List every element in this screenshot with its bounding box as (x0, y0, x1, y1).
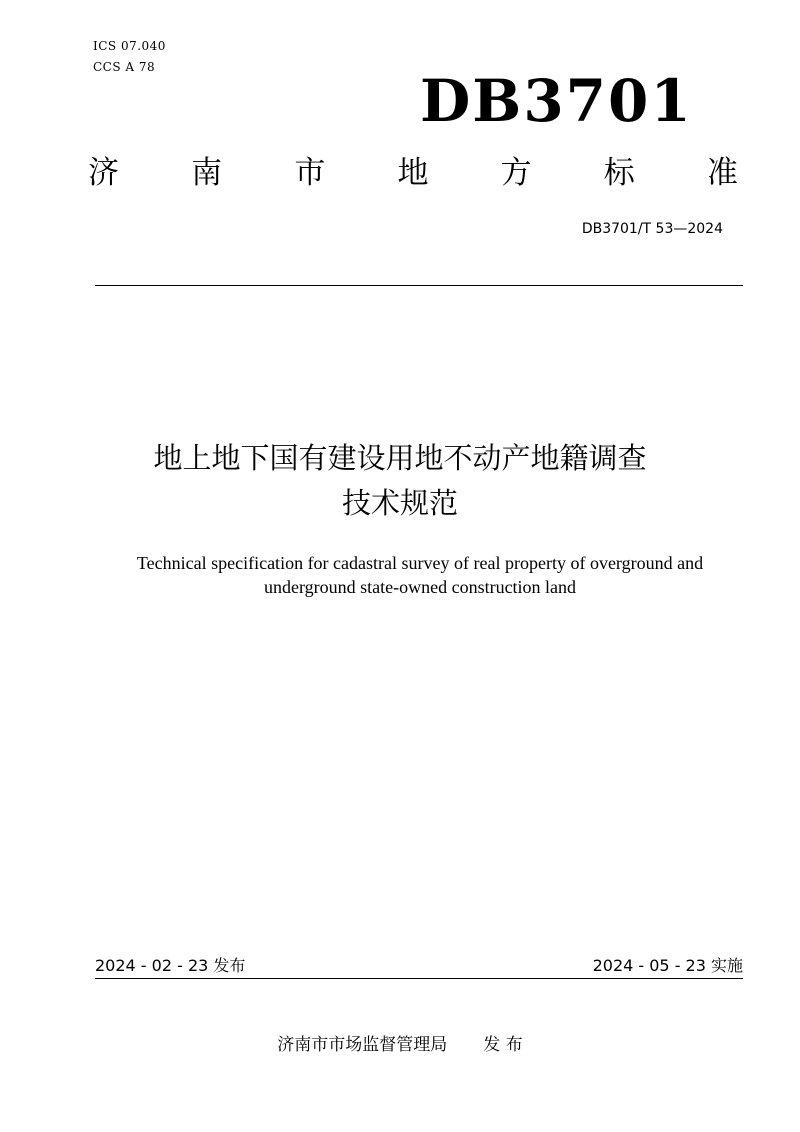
chinese-title-line: 地上地下国有建设用地不动产地籍调查 (153, 441, 647, 475)
issue-date: 2024 - 02 - 23 发布 (95, 956, 246, 975)
standard-type-char: 标 (603, 155, 635, 191)
standard-type-char: 南 (191, 155, 223, 191)
standard-number: DB3701/T 53—2024 (581, 221, 723, 237)
english-title (60, 551, 780, 599)
issuer-name: 济南市市场监督管理局 (277, 1035, 448, 1055)
issuing-authority (200, 1033, 600, 1057)
top-divider (95, 285, 743, 286)
ics-code: ICS 07.040 (93, 39, 166, 53)
ccs-code: CCS A 78 (93, 60, 156, 74)
standard-type-char: 济 (88, 155, 119, 191)
issue-action: 发 布 (483, 1035, 523, 1055)
english-title-line: Technical specification for cadastral survey of real property of overground and (136, 553, 704, 573)
implementation-date: 2024 - 05 - 23 实施 (592, 956, 743, 975)
standard-type-char: 方 (500, 155, 532, 191)
chinese-title-line: 技术规范 (341, 486, 458, 520)
standard-type-char: 市 (294, 155, 326, 191)
chinese-title (60, 436, 740, 526)
standard-code-logo: DB3701 (420, 67, 693, 135)
bottom-divider (95, 978, 743, 979)
standard-type-heading (88, 153, 738, 193)
standard-type-char: 地 (397, 155, 429, 191)
standard-type-char: 准 (706, 155, 738, 191)
english-title-line: underground state-owned construction land (263, 577, 577, 597)
